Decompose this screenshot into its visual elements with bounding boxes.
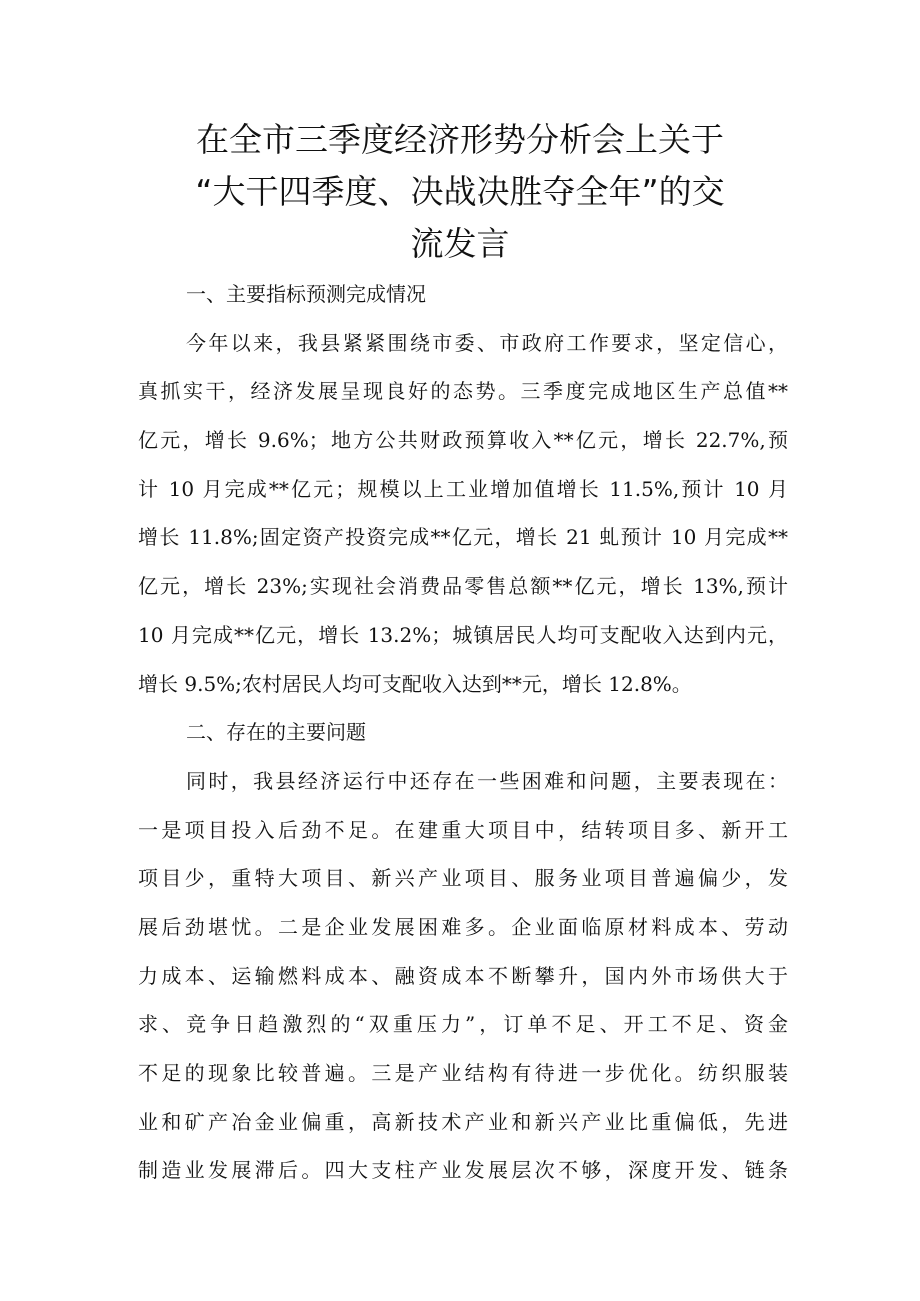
paragraph-line: 不足的现象比较普遍。三是产业结构有待进一步优化。纺织服装 [138,1061,788,1085]
paragraph-line: 亿元，增长 9.6%；地方公共财政预算收入**亿元，增长 22.7%,预 [138,428,788,453]
paragraph-line: 同时，我县经济运行中还存在一些困难和问题，主要表现在： [186,768,788,793]
section-heading-2: 二、存在的主要问题 [186,720,366,745]
paragraph-line: 增长 11.8%;固定资产投资完成**亿元，增长 21 虬预计 10 月完成** [138,525,788,550]
paragraph-line-last: 增长 9.5%;农村居民人均可支配收入达到**元，增长 12.8%。 [138,671,692,696]
paragraph-line: 项目少，重特大项目、新兴产业项目、服务业项目普遍偏少，发 [138,866,788,891]
paragraph-line: 亿元，增长 23%;实现社会消费品零售总额**亿元，增长 13%,预计 [138,574,788,599]
paragraph-line: 展后劲堪忧。二是企业发展困难多。企业面临原材料成本、劳动 [138,914,788,939]
section-heading-1: 一、主要指标预测完成情况 [186,282,426,306]
paragraph-line: 真抓实干，经济发展呈现良好的态势。三季度完成地区生产总值** [138,379,788,404]
paragraph-line: 计 10 月完成**亿元；规模以上工业增加值增长 11.5%,预计 10 月 [138,476,788,501]
document-body [138,270,788,1195]
document-title [0,114,920,270]
paragraph-line: 求、竞争日趋激烈的“双重压力”，订单不足、开工不足、资金 [138,1012,788,1037]
paragraph-line: 10 月完成**亿元，增长 13.2%；城镇居民人均可支配收入达到内元， [138,622,788,647]
title-line: “大干四季度、决战决胜夺全年”的交 [195,172,725,211]
title-line: 流发言 [410,224,510,263]
paragraph-line: 力成本、运输燃料成本、融资成本不断攀升，国内外市场供大于 [138,963,788,988]
title-line: 在全市三季度经济形势分析会上关于 [196,120,724,159]
paragraph-line: 制造业发展滞后。四大支柱产业发展层次不够，深度开发、链条 [138,1158,788,1183]
paragraph-line: 今年以来，我县紧紧围绕市委、市政府工作要求，坚定信心， [186,330,788,355]
paragraph-line: 业和矿产冶金业偏重，高新技术产业和新兴产业比重偏低，先进 [138,1109,788,1134]
paragraph-line: 一是项目投入后劲不足。在建重大项目中，结转项目多、新开工 [138,817,788,842]
